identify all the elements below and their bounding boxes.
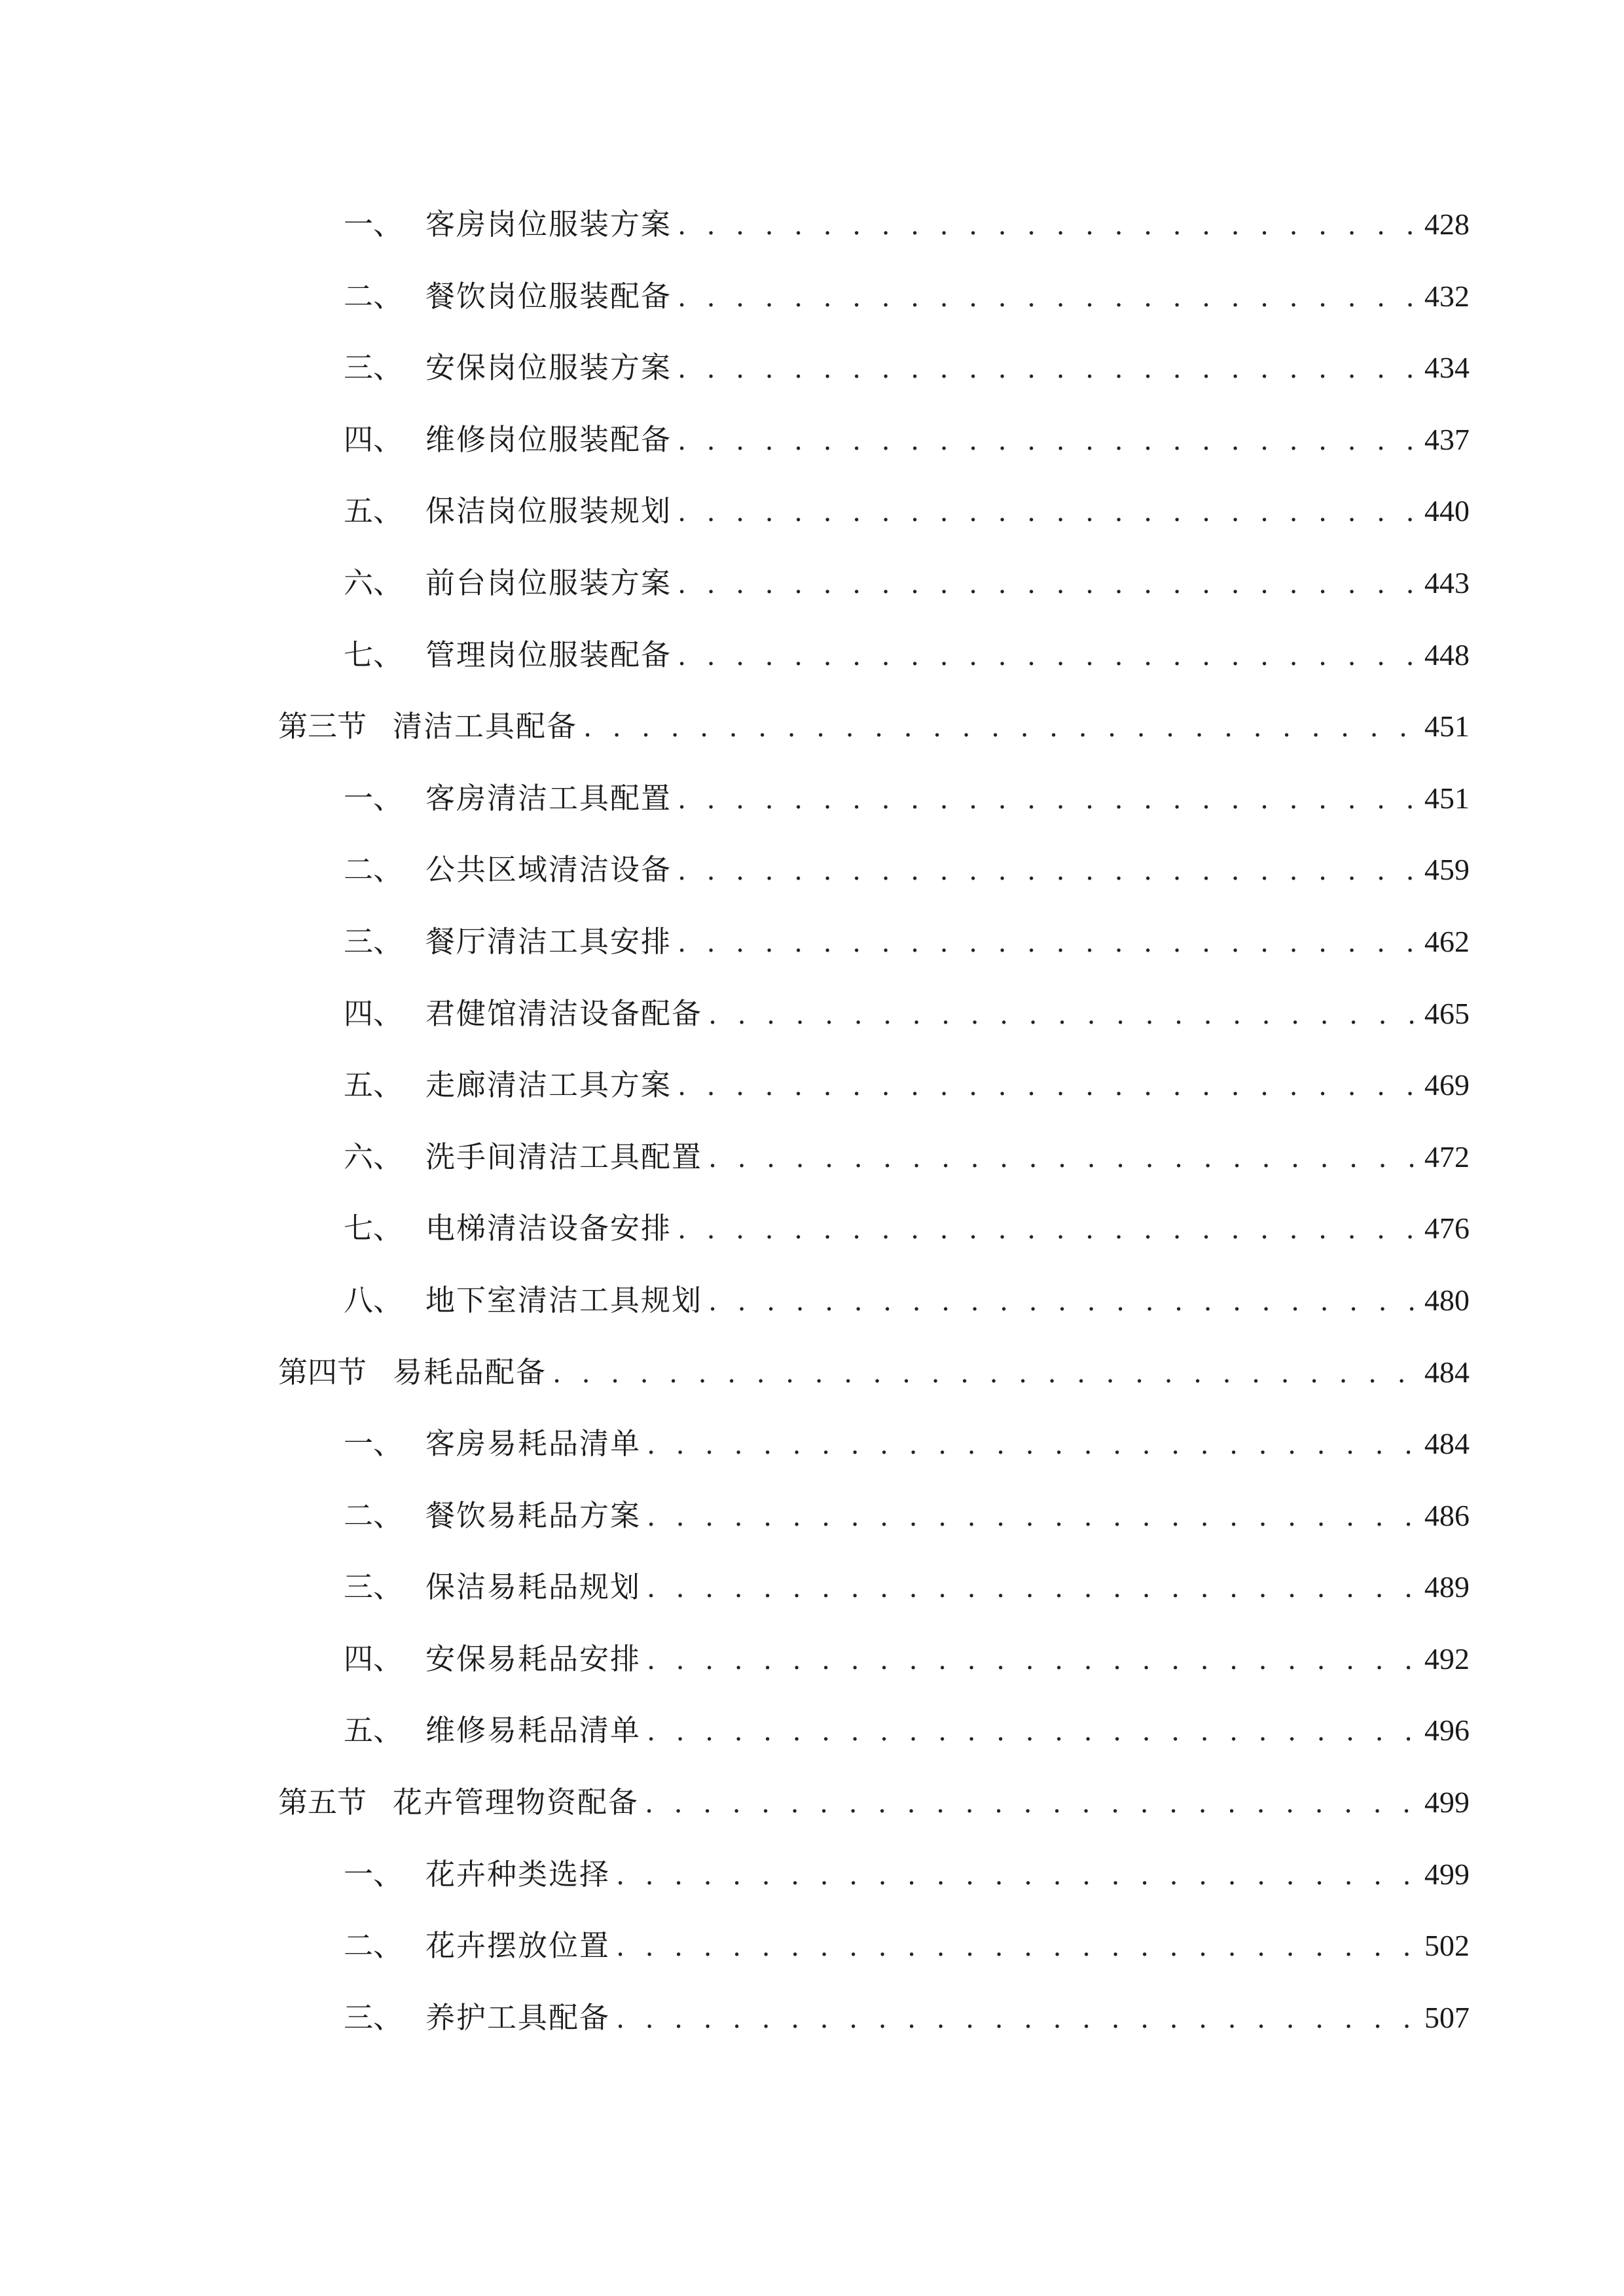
entry-page-number: 484 bbox=[1424, 1427, 1470, 1461]
toc-entry[interactable] bbox=[278, 260, 1470, 332]
section-number: 第四节 bbox=[278, 1354, 367, 1390]
dot-leader bbox=[647, 1552, 1416, 1624]
entry-number: 七、 bbox=[344, 637, 403, 672]
toc-entry[interactable] bbox=[278, 906, 1470, 978]
entry-number: 一、 bbox=[344, 780, 403, 816]
entry-number: 六、 bbox=[344, 1139, 403, 1174]
entry-page-number: 440 bbox=[1424, 494, 1470, 528]
entry-title: 客房易耗品清单 bbox=[425, 1426, 641, 1462]
entry-number: 一、 bbox=[344, 207, 403, 242]
dot-leader bbox=[678, 189, 1416, 261]
toc-section-entry[interactable] bbox=[278, 1336, 1470, 1408]
entry-title: 客房清洁工具配置 bbox=[425, 780, 672, 816]
entry-page-number: 507 bbox=[1424, 2000, 1470, 2034]
entry-title: 公共区域清洁设备 bbox=[425, 852, 672, 888]
entry-number: 二、 bbox=[344, 1928, 403, 1964]
toc-entry[interactable] bbox=[278, 1839, 1470, 1910]
toc-entry[interactable] bbox=[278, 188, 1470, 260]
entry-number: 二、 bbox=[344, 852, 403, 888]
entry-number: 二、 bbox=[344, 278, 403, 314]
entry-title: 保洁易耗品规划 bbox=[425, 1570, 641, 1605]
entry-number: 四、 bbox=[344, 422, 403, 457]
toc-entry[interactable] bbox=[278, 475, 1470, 547]
toc-entry[interactable] bbox=[278, 619, 1470, 691]
section-number: 第五节 bbox=[278, 1785, 367, 1820]
entry-page-number: 428 bbox=[1424, 207, 1470, 241]
dot-leader bbox=[647, 1695, 1416, 1767]
entry-number: 六、 bbox=[344, 565, 403, 600]
entry-number: 七、 bbox=[344, 1211, 403, 1246]
toc-entry[interactable] bbox=[278, 978, 1470, 1050]
entry-page-number: 480 bbox=[1424, 1283, 1470, 1317]
dot-leader bbox=[678, 834, 1416, 906]
dot-leader bbox=[678, 548, 1416, 620]
dot-leader bbox=[617, 1839, 1416, 1911]
toc-entry[interactable] bbox=[278, 1982, 1470, 2054]
toc-entry[interactable] bbox=[278, 404, 1470, 476]
table-of-contents bbox=[278, 188, 1470, 2053]
entry-number: 一、 bbox=[344, 1856, 403, 1892]
entry-number: 三、 bbox=[344, 2000, 403, 2035]
entry-number: 三、 bbox=[344, 350, 403, 386]
entry-title: 洗手间清洁工具配置 bbox=[425, 1139, 703, 1174]
entry-title: 安保岗位服装方案 bbox=[425, 350, 672, 386]
dot-leader bbox=[647, 1624, 1416, 1696]
toc-entry[interactable] bbox=[278, 1623, 1470, 1695]
entry-number: 四、 bbox=[344, 996, 403, 1031]
toc-section-entry[interactable] bbox=[278, 1767, 1470, 1839]
toc-entry[interactable] bbox=[278, 1265, 1470, 1336]
entry-title: 花卉种类选择 bbox=[425, 1856, 611, 1892]
section-title: 清洁工具配备 bbox=[393, 709, 578, 744]
entry-page-number: 451 bbox=[1424, 709, 1470, 744]
entry-number: 四、 bbox=[344, 1641, 403, 1676]
entry-title: 餐饮易耗品方案 bbox=[425, 1498, 641, 1533]
entry-number: 三、 bbox=[344, 924, 403, 959]
toc-entry[interactable] bbox=[278, 547, 1470, 619]
dot-leader bbox=[553, 1337, 1416, 1409]
toc-section-entry[interactable] bbox=[278, 691, 1470, 762]
toc-entry[interactable] bbox=[278, 1480, 1470, 1552]
dot-leader bbox=[678, 261, 1416, 333]
entry-page-number: 462 bbox=[1424, 924, 1470, 958]
toc-entry[interactable] bbox=[278, 1193, 1470, 1265]
toc-entry[interactable] bbox=[278, 1695, 1470, 1767]
entry-page-number: 434 bbox=[1424, 351, 1470, 385]
entry-number: 八、 bbox=[344, 1282, 403, 1318]
entry-title: 安保易耗品安排 bbox=[425, 1641, 641, 1676]
entry-title: 走廊清洁工具方案 bbox=[425, 1067, 672, 1103]
entry-number: 三、 bbox=[344, 1570, 403, 1605]
dot-leader bbox=[678, 906, 1416, 978]
dot-leader bbox=[617, 1910, 1416, 1982]
entry-page-number: 499 bbox=[1424, 1785, 1470, 1820]
entry-page-number: 437 bbox=[1424, 422, 1470, 456]
entry-title: 养护工具配备 bbox=[425, 2000, 611, 2035]
entry-title: 君健馆清洁设备配备 bbox=[425, 996, 703, 1031]
entry-page-number: 502 bbox=[1424, 1929, 1470, 1963]
entry-title: 维修岗位服装配备 bbox=[425, 422, 672, 457]
entry-title: 客房岗位服装方案 bbox=[425, 207, 672, 242]
dot-leader bbox=[709, 978, 1416, 1050]
entry-page-number: 492 bbox=[1424, 1641, 1470, 1676]
entry-title: 电梯清洁设备安排 bbox=[425, 1211, 672, 1246]
entry-title: 保洁岗位服装规划 bbox=[425, 493, 672, 529]
entry-number: 五、 bbox=[344, 1713, 403, 1748]
entry-page-number: 484 bbox=[1424, 1355, 1470, 1389]
entry-number: 一、 bbox=[344, 1426, 403, 1462]
entry-title: 餐厅清洁工具安排 bbox=[425, 924, 672, 959]
entry-number: 二、 bbox=[344, 1498, 403, 1533]
toc-entry[interactable] bbox=[278, 834, 1470, 906]
toc-entry[interactable] bbox=[278, 1910, 1470, 1982]
entry-title: 维修易耗品清单 bbox=[425, 1713, 641, 1748]
toc-entry[interactable] bbox=[278, 1551, 1470, 1623]
dot-leader bbox=[647, 1480, 1416, 1552]
entry-page-number: 499 bbox=[1424, 1857, 1470, 1891]
section-number: 第三节 bbox=[278, 709, 367, 744]
dot-leader bbox=[678, 404, 1416, 476]
entry-page-number: 443 bbox=[1424, 565, 1470, 600]
toc-entry[interactable] bbox=[278, 332, 1470, 404]
entry-page-number: 432 bbox=[1424, 279, 1470, 313]
dot-leader bbox=[709, 1122, 1416, 1194]
entry-number: 五、 bbox=[344, 1067, 403, 1103]
entry-page-number: 451 bbox=[1424, 781, 1470, 815]
entry-page-number: 489 bbox=[1424, 1570, 1470, 1604]
entry-title: 管理岗位服装配备 bbox=[425, 637, 672, 672]
dot-leader bbox=[709, 1265, 1416, 1337]
toc-entry[interactable] bbox=[278, 762, 1470, 834]
toc-entry[interactable] bbox=[278, 1121, 1470, 1193]
section-title: 花卉管理物资配备 bbox=[393, 1785, 640, 1820]
entry-page-number: 459 bbox=[1424, 853, 1470, 887]
entry-title: 花卉摆放位置 bbox=[425, 1928, 611, 1964]
dot-leader bbox=[678, 476, 1416, 548]
entry-page-number: 496 bbox=[1424, 1713, 1470, 1748]
entry-title: 前台岗位服装方案 bbox=[425, 565, 672, 600]
entry-title: 地下室清洁工具规划 bbox=[425, 1282, 703, 1318]
entry-page-number: 465 bbox=[1424, 996, 1470, 1030]
dot-leader bbox=[678, 763, 1416, 835]
entry-page-number: 476 bbox=[1424, 1211, 1470, 1246]
dot-leader bbox=[645, 1767, 1416, 1839]
entry-number: 五、 bbox=[344, 493, 403, 529]
section-title: 易耗品配备 bbox=[393, 1354, 547, 1390]
dot-leader bbox=[678, 1050, 1416, 1122]
dot-leader bbox=[617, 1982, 1416, 2054]
entry-page-number: 469 bbox=[1424, 1068, 1470, 1102]
dot-leader bbox=[647, 1408, 1416, 1480]
dot-leader bbox=[678, 332, 1416, 404]
toc-entry[interactable] bbox=[278, 1049, 1470, 1121]
dot-leader bbox=[584, 691, 1416, 763]
entry-page-number: 486 bbox=[1424, 1498, 1470, 1532]
entry-page-number: 472 bbox=[1424, 1139, 1470, 1174]
toc-entry[interactable] bbox=[278, 1408, 1470, 1480]
dot-leader bbox=[678, 1193, 1416, 1265]
dot-leader bbox=[678, 620, 1416, 692]
entry-page-number: 448 bbox=[1424, 637, 1470, 672]
entry-title: 餐饮岗位服装配备 bbox=[425, 278, 672, 314]
